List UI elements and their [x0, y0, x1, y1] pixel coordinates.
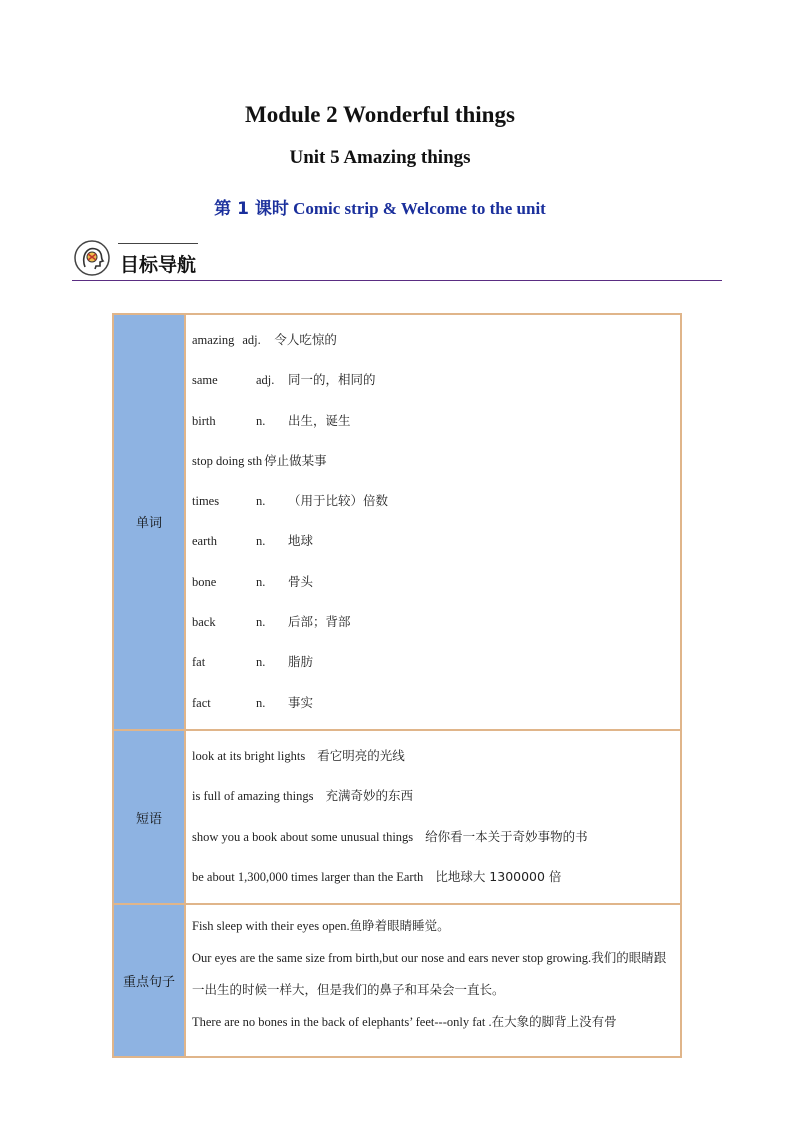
vocab-meaning: 出生，诞生 — [288, 412, 351, 428]
vocab-item — [192, 642, 674, 682]
vocab-pos: n. — [256, 413, 266, 428]
lesson-title — [0, 194, 760, 219]
vocab-meaning: 停止做某事 — [264, 452, 327, 468]
phrase-item — [192, 857, 674, 897]
vocab-item — [192, 401, 674, 441]
vocab-pos: n. — [256, 534, 266, 549]
vocab-category: 单词 — [113, 314, 185, 730]
vocab-item — [192, 521, 674, 561]
vocab-word: fact — [192, 695, 211, 710]
vocab-word: times — [192, 494, 220, 509]
phrase-content — [185, 730, 681, 904]
brain-head-icon — [74, 240, 110, 276]
phrase-cn: 比地球大 1300000 倍 — [435, 868, 562, 884]
vocab-item — [192, 320, 674, 360]
phrase-item — [192, 817, 674, 857]
phrase-item — [192, 776, 674, 816]
vocab-meaning: 令人吃惊的 — [274, 332, 337, 347]
vocab-meaning: 骨头 — [288, 573, 314, 589]
vocab-item — [192, 441, 674, 481]
goal-section-header — [72, 240, 722, 284]
vocab-content — [185, 314, 681, 730]
unit-title: Unit 5 Amazing things — [289, 147, 471, 168]
vocab-item — [192, 360, 674, 400]
vocab-pos: n. — [256, 695, 266, 710]
phrase-cn: 看它明亮的光线 — [317, 747, 405, 763]
sentence-cn: 在大象的脚背上没有骨 — [491, 1014, 617, 1030]
vocab-pos: n. — [256, 574, 266, 589]
vocab-item — [192, 683, 674, 723]
goal-label: 目标导航 — [120, 254, 197, 276]
vocab-meaning: 地球 — [288, 533, 314, 549]
vocab-pos: n. — [256, 615, 266, 630]
goal-overline — [118, 243, 198, 244]
goal-divider — [72, 280, 722, 281]
vocab-word: fat — [192, 655, 206, 670]
lesson-number: 第 1 课时 — [214, 199, 289, 219]
phrase-cn: 充满奇妙的东西 — [325, 788, 414, 804]
phrase-list — [186, 731, 680, 903]
phrase-en: look at its bright lights — [192, 748, 306, 763]
sentence-cn: 我们的眼睛跟一出生的时候一样大，但是我们的鼻子和耳朵会一直长。 — [192, 950, 667, 998]
sentence-item — [192, 942, 674, 1006]
vocab-item — [192, 481, 674, 521]
vocab-item — [192, 602, 674, 642]
phrase-item — [192, 736, 674, 776]
vocab-word: amazing — [192, 333, 235, 347]
sentence-en: Fish sleep with their eyes open. — [192, 919, 350, 934]
vocab-row — [113, 314, 681, 730]
sentence-en: There are no bones in the back of elephants’ feet---only fat . — [192, 1015, 492, 1030]
vocab-word: earth — [192, 534, 217, 549]
sentence-content — [185, 904, 681, 1057]
module-title: Module 2 Wonderful things — [245, 102, 515, 127]
phrase-row — [113, 730, 681, 904]
objectives-table — [112, 313, 682, 1058]
vocab-word: stop doing sth — [192, 453, 263, 468]
sentence-category: 重点句子 — [113, 904, 185, 1057]
vocab-meaning: 同一的，相同的 — [288, 372, 376, 388]
vocab-meaning: 后部；背部 — [288, 614, 351, 630]
vocab-meaning: 事实 — [288, 694, 314, 710]
phrase-en: is full of amazing things — [192, 789, 314, 804]
vocab-pos: n. — [256, 655, 266, 670]
sentence-list — [186, 905, 680, 1056]
vocab-list — [186, 315, 680, 729]
vocab-pos: n. — [256, 494, 266, 509]
vocab-pos: adj. — [256, 373, 275, 388]
vocab-word: same — [192, 373, 218, 388]
sentence-cn: 鱼睁着眼睛睡觉。 — [349, 918, 450, 934]
phrase-cn: 给你看一本关于奇妙事物的书 — [425, 828, 588, 844]
sentence-item — [192, 910, 674, 942]
phrase-en: be about 1,300,000 times larger than the Earth — [192, 869, 424, 884]
sentence-row — [113, 904, 681, 1057]
vocab-meaning: 脂肪 — [288, 654, 314, 670]
vocab-item — [192, 562, 674, 602]
vocab-word: birth — [192, 413, 216, 428]
phrase-category: 短语 — [113, 730, 185, 904]
vocab-word: back — [192, 615, 216, 630]
sentence-en: Our eyes are the same size from birth,but our nose and ears never stop growing. — [192, 951, 592, 966]
phrase-en: show you a book about some unusual things — [192, 829, 414, 844]
lesson-topic: Comic strip & Welcome to the unit — [293, 199, 546, 218]
vocab-word: bone — [192, 574, 217, 589]
vocab-meaning: （用于比较）倍数 — [288, 493, 389, 509]
vocab-pos: adj. — [242, 333, 261, 347]
sentence-item — [192, 1006, 674, 1038]
